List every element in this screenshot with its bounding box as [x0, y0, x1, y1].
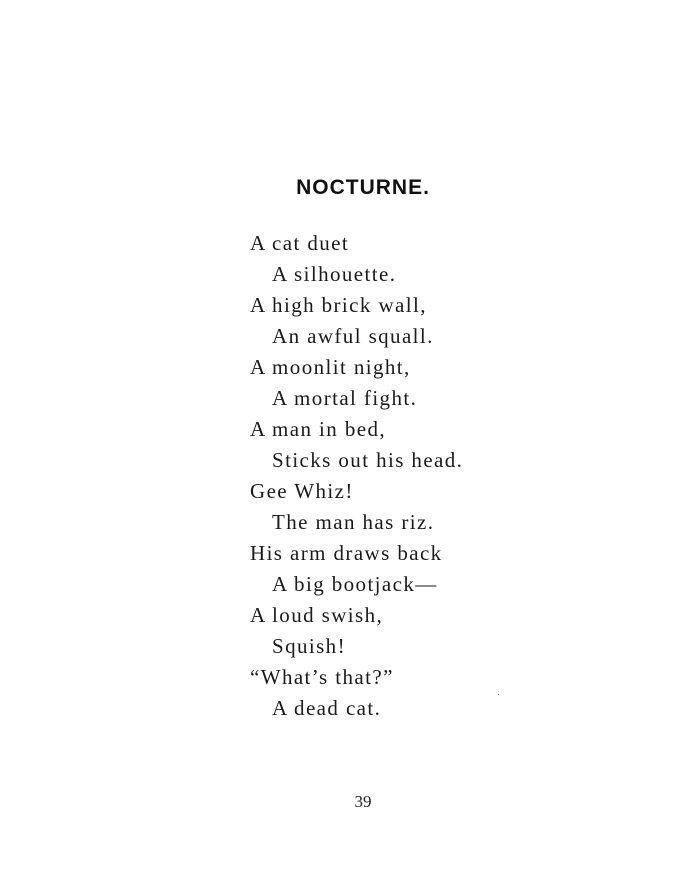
poem-line: A big bootjack— — [272, 572, 438, 596]
poem-title: NOCTURNE. — [296, 176, 430, 199]
poem-line: An awful squall. — [272, 324, 434, 348]
poem-line: Sticks out his head. — [272, 448, 464, 472]
poem-line: The man has riz. — [272, 510, 435, 534]
poem-line: His arm draws back — [250, 541, 443, 565]
poem-line: A moonlit night, — [250, 355, 411, 379]
poem-line: A high brick wall, — [250, 293, 427, 317]
page-number: 39 — [354, 792, 372, 811]
paper-speck — [498, 694, 499, 695]
poem-body — [250, 228, 463, 724]
poem-line: A man in bed, — [250, 417, 387, 441]
poem-line: “What’s that?” — [250, 665, 394, 689]
poem-line: A mortal fight. — [272, 386, 418, 410]
poem-line: Squish! — [272, 634, 346, 658]
poem-line: A dead cat. — [272, 696, 382, 720]
poem-line: A cat duet — [250, 231, 350, 255]
poem-line: A loud swish, — [250, 603, 384, 627]
poem-line: A silhouette. — [272, 262, 397, 286]
poem-line: Gee Whiz! — [250, 479, 354, 503]
